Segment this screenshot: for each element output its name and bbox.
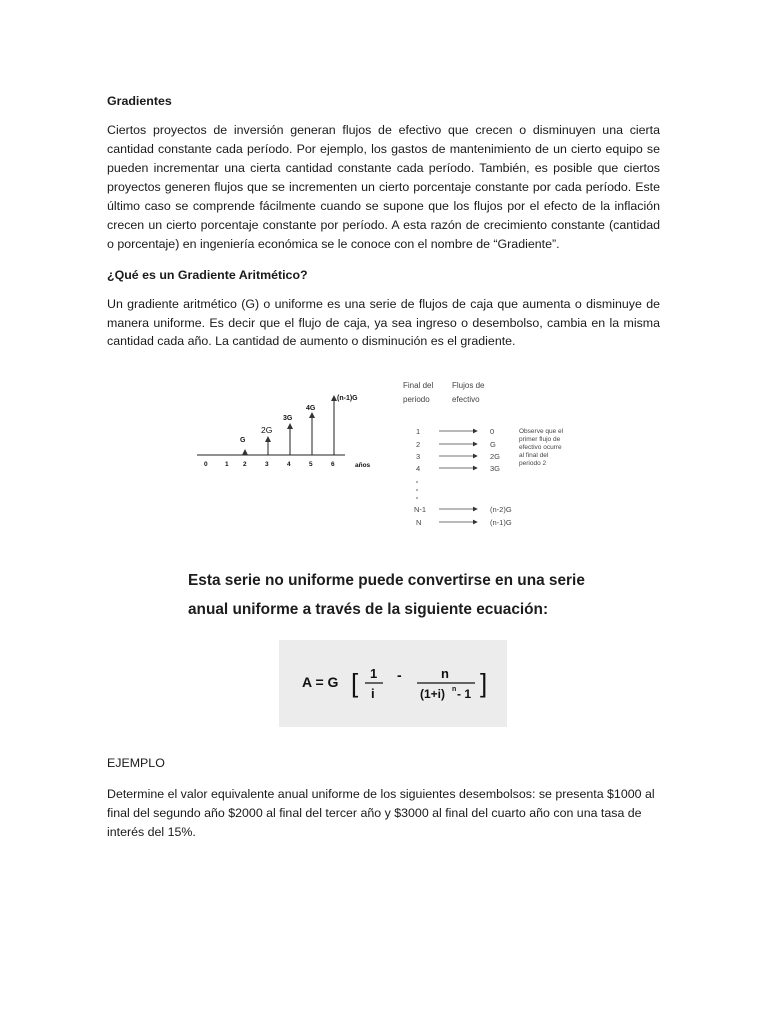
example-body: Determine el valor equivalente anual uniforme de los siguientes desembolsos: se presenta $1000 al final del segundo año $2000 al final del tercer año y $3000 al final del cuarto año con una tasa de interés del 15%. [107,787,655,839]
formula-den2-tail: - 1 [457,687,472,701]
formula-num1: 1 [370,666,378,681]
row-flow-1: 0 [490,427,495,436]
note-line-3: efectivo ocurre [519,444,562,451]
arrow-label-2g: 2G [261,425,273,435]
axis-tick-2: 2 [243,461,247,468]
formula-equation [279,640,507,727]
axis-tick-3: 3 [265,461,269,468]
paragraph-gradientes: Ciertos proyectos de inversión generan flujos de efectivo que crecen o disminuyen una cierta cantidad constante cada período. Por ejemplo, los gastos de mantenimiento de un cierto equipo se pueden incrementar una cierta cantidad constante cada período. También, es posible que ciertos proyectos generen flujos que se incrementen un cierto porcentaje constante por cada período. Este último caso se comprende fácilmente cuando se supone que los flujos por el efecto de la inflación crecen un cierto porcentaje constante por período. A esta razón de crecimiento constante (cantidad o porcentaje) en ingeniería económica se le conoce con el nombre de “Gradiente”. [107,123,660,251]
axis-tick-5: 5 [309,461,313,468]
statement-line-1: Esta serie no uniforme puede convertirse en una serie [188,572,585,589]
document-body [107,92,660,363]
header-final-line1: Final del [403,381,434,390]
formula-bracket-left: [ [351,668,359,698]
header-flujos-line1: Flujos de [452,381,485,390]
note-line-4: al final del [519,452,549,459]
row-period-n-1: N-1 [414,505,427,514]
formula-num2: n [441,666,449,681]
row-period-n: N [416,518,422,527]
axis-tick-6: 6 [331,461,335,468]
formula-den1: i [371,686,375,701]
header-flujos-line2: efectivo [452,395,480,404]
note-line-1: Observe que el [519,428,564,435]
arrow-label-n-1g: (n-1)G [337,395,358,402]
header-final-line2: periodo [403,395,430,404]
row-flow-3: 2G [490,452,501,461]
formula-den2-exp: n [452,686,457,693]
row-period-2: 2 [416,440,421,449]
axis-label-anos: años [355,462,371,469]
example-section [107,754,660,854]
row-flow-n-1: (n-2)G [490,505,512,514]
arrow-label-3g: 3G [283,415,293,422]
note-line-5: periodo 2 [519,460,547,467]
section-title-gradiente-aritmetico: ¿Qué es un Gradiente Aritmético? [107,268,308,282]
axis-tick-4: 4 [287,461,291,468]
formula-bracket-right: ] [480,668,488,698]
statement-block [188,566,585,624]
note-line-2: primer flujo de [519,436,561,443]
arrow-label-g: G [240,437,246,444]
formula-minus: - [397,667,402,683]
row-period-3: 3 [416,452,421,461]
cash-flow-diagram [195,378,585,536]
formula-box [279,640,507,727]
paragraph-gradiente-aritmetico: Un gradiente aritmético (G) o uniforme es una serie de flujos de caja que aumenta o disminuye de manera uniforme. Es decir que el flujo de caja, ya sea ingreso o desembolso, cambia en la misma cantidad cada año. La cantidad de aumento o disminución es el gradiente. [107,297,660,348]
row-flow-4: 3G [490,464,501,473]
row-flow-2: G [490,440,496,449]
formula-lhs: A = G [302,674,339,690]
row-period-4: 4 [416,464,421,473]
formula-den2-base: (1+i) [420,687,446,701]
axis-tick-1: 1 [225,461,229,468]
row-flow-n: (n-1)G [490,518,512,527]
arrow-label-4g: 4G [306,405,316,412]
axis-tick-0: 0 [204,461,208,468]
row-period-1: 1 [416,427,421,436]
section-title-gradientes: Gradientes [107,94,172,108]
statement-line-2: anual uniforme a través de la siguiente ecuación: [188,601,549,618]
example-title: EJEMPLO [107,756,165,770]
